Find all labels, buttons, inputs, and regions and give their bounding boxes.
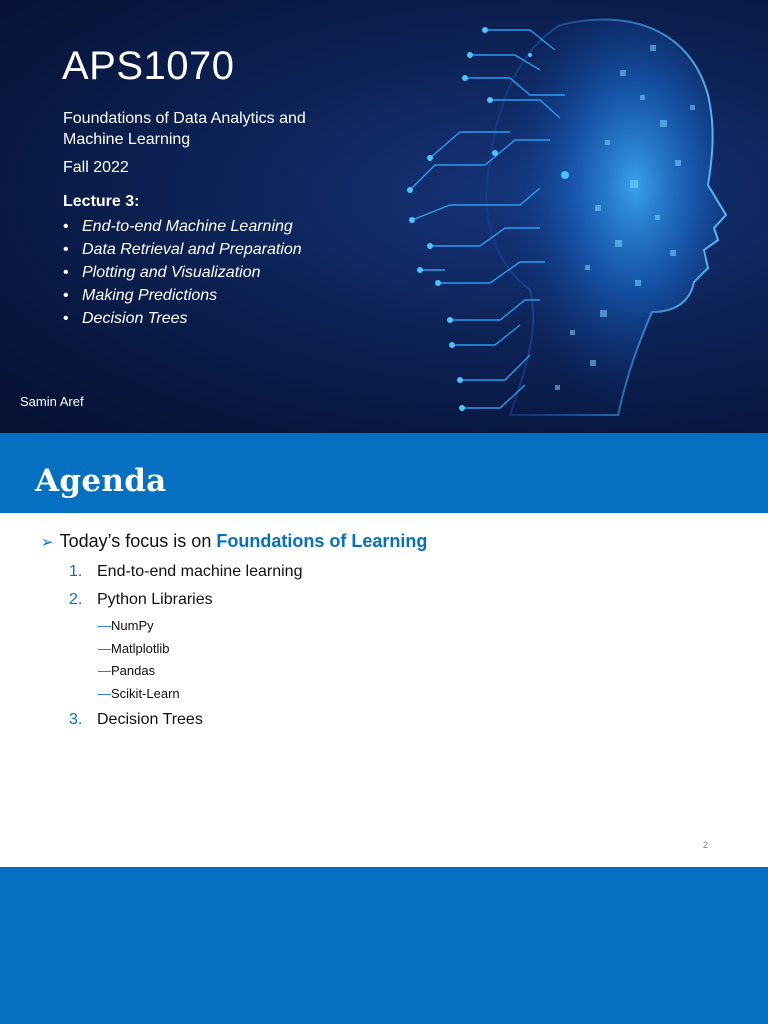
library-label: Scikit-Learn [111, 686, 180, 701]
library-label: Pandas [111, 663, 156, 678]
agenda-item-label: Python Libraries [97, 591, 213, 608]
library-subitem [98, 686, 180, 701]
agenda-header-band [0, 433, 768, 513]
topic-item [63, 307, 302, 330]
bullet-icon: • [63, 310, 69, 327]
agenda-title: Agenda [35, 463, 167, 499]
term: Fall 2022 [63, 159, 129, 176]
topic-list [63, 215, 302, 330]
topic-item [63, 238, 302, 261]
focus-statement [41, 531, 427, 552]
topic-label: End-to-end Machine Learning [82, 218, 293, 235]
lecture-heading: Lecture 3: [63, 193, 140, 210]
agenda-item-number: 1. [69, 563, 83, 580]
topic-item [63, 284, 302, 307]
agenda-slide [0, 433, 768, 865]
library-subitem [98, 663, 155, 678]
course-code: APS1070 [62, 44, 235, 88]
agenda-item-number: 2. [69, 591, 83, 608]
arrow-bullet-icon: ➢ [41, 534, 54, 551]
agenda-item-label: Decision Trees [97, 711, 203, 728]
library-label: Matlplotlib [111, 641, 170, 656]
dash-bullet-icon: — [98, 641, 111, 656]
ai-head-illustration [390, 0, 768, 433]
topic-label: Data Retrieval and Preparation [82, 241, 302, 258]
library-label: NumPy [111, 618, 154, 633]
bullet-icon: • [63, 264, 69, 281]
page-number: 2 [703, 840, 709, 850]
focus-emphasis: Foundations of Learning [216, 531, 428, 551]
course-title: Foundations of Data Analytics and Machine Learning [63, 110, 306, 148]
dash-bullet-icon: — [98, 618, 111, 633]
bullet-icon: • [63, 241, 69, 258]
title-slide [0, 0, 768, 433]
focus-prefix: Today’s focus is on [59, 531, 217, 551]
bullet-icon: • [63, 218, 69, 235]
topic-label: Plotting and Visualization [82, 264, 261, 281]
library-subitem [98, 618, 154, 633]
author-name: Samin Aref [20, 394, 84, 409]
bullet-icon: • [63, 287, 69, 304]
topic-item [63, 261, 302, 284]
agenda-item-label: End-to-end machine learning [97, 563, 303, 580]
dash-bullet-icon: — [98, 663, 111, 678]
topic-label: Making Predictions [82, 287, 218, 304]
dash-bullet-icon: — [98, 686, 111, 701]
library-subitem [98, 641, 170, 656]
next-slide-header [0, 867, 768, 1024]
topic-item [63, 215, 302, 238]
agenda-item-number: 3. [69, 711, 83, 728]
topic-label: Decision Trees [82, 310, 188, 327]
